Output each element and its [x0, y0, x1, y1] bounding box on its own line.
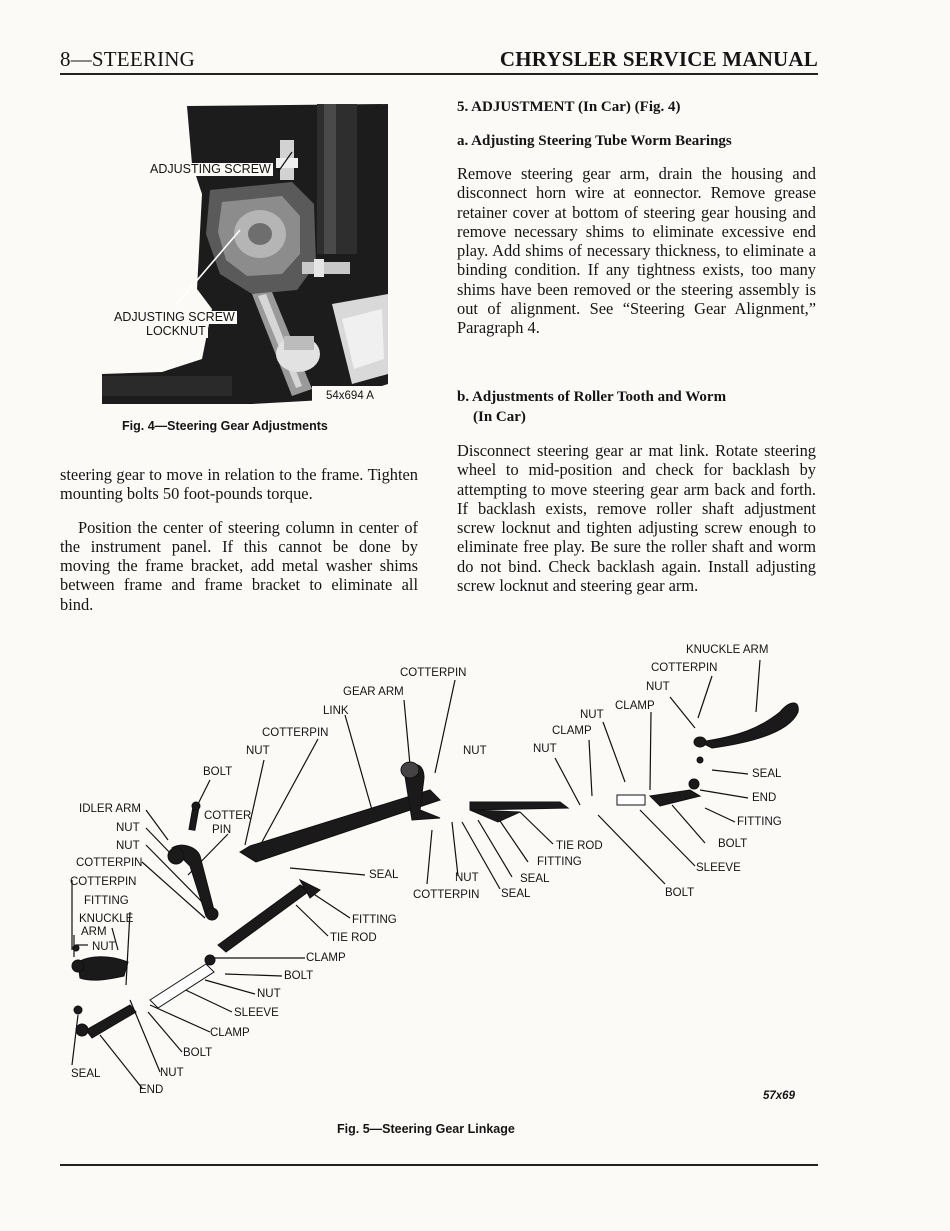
fig5-label: NUT — [580, 709, 604, 721]
fig5-label: NUT — [646, 681, 670, 693]
fig5-label: COTTER — [204, 810, 252, 822]
fig5-label: KNUCKLE ARM — [686, 644, 769, 656]
fig5-label: COTTERPIN — [76, 857, 143, 869]
fig5-label: SEAL — [71, 1068, 101, 1080]
fig5-label: COTTERPIN — [400, 667, 467, 679]
fig5-label: TIE ROD — [556, 840, 603, 852]
fig5-label: END — [139, 1084, 164, 1096]
fig5-label: COTTERPIN — [651, 662, 718, 674]
fig5-label: FITTING — [84, 895, 129, 907]
subsection-a-heading: a. Adjusting Steering Tube Worm Bearings — [457, 133, 732, 149]
fig5-label: NUT — [92, 941, 116, 953]
fig5-label: GEAR ARM — [343, 686, 404, 698]
fig4-label-adjusting-screw: ADJUSTING SCREW — [150, 162, 271, 176]
fig5-label: TIE ROD — [330, 932, 377, 944]
fig5-label: SEAL — [369, 869, 399, 881]
fig5-caption: Fig. 5—Steering Gear Linkage — [337, 1122, 515, 1136]
fig5-label: BOLT — [183, 1047, 213, 1059]
paragraph-b: Disconnect steering gear ar mat link. Rotate steering wheel to mid-position and check for backlash by attempting to move steering gear arm back and forth. If backlash exists, remove roller shaft adjustment screw locknut and tighten adjusting screw enough to eliminate free play. Be sure the roller shaft and worm do not bind. Check backlash again. Install adjusting screw locknut and steering gear arm. — [457, 441, 816, 596]
fig5-label: FITTING — [537, 856, 582, 868]
fig5-label: SEAL — [752, 768, 782, 780]
fig5-label: NUT — [463, 745, 487, 757]
fig5-label: BOLT — [718, 838, 748, 850]
fig4-code: 54x694 A — [326, 390, 374, 402]
subsection-b-heading-1: b. Adjustments of Roller Tooth and Worm — [457, 389, 727, 405]
fig5-label: SLEEVE — [234, 1007, 279, 1019]
section-5-heading: 5. ADJUSTMENT (In Car) (Fig. 4) — [457, 99, 681, 115]
fig4-label-locknut-1: ADJUSTING SCREW — [114, 310, 235, 324]
fig5-label: NUT — [116, 840, 140, 852]
fig5-label: CLAMP — [306, 952, 346, 964]
fig5-label: KNUCKLE — [79, 913, 134, 925]
fig5-label: CLAMP — [552, 725, 592, 737]
fig5-label: LINK — [323, 705, 349, 717]
paragraph-a: Remove steering gear arm, drain the housing and disconnect horn wire at eonnector. Remove grease retainer cover at bottom of steering gear housing and remove necessary shims to eliminate excessive end play. Add shims of necessary thickness, to eliminate a binding condition. If any tightness exists, too many shims have been removed or the steering assembly is out of alignment. See “Steering Gear Alignment,” Paragraph 4. — [457, 164, 816, 338]
fig5-label: SLEEVE — [696, 862, 741, 874]
fig5-label: COTTERPIN — [413, 889, 480, 901]
fig5-parts — [72, 703, 798, 1038]
subsection-b-heading-2: (In Car) — [473, 409, 526, 425]
fig5-label: CLAMP — [210, 1027, 250, 1039]
fig5-leader-lines — [72, 660, 760, 1088]
left-paragraph-1: steering gear to move in relation to the frame. Tighten mounting bolts 50 foot-pounds torque. — [60, 465, 418, 504]
fig5-label: BOLT — [665, 887, 695, 899]
fig4-caption: Fig. 4—Steering Gear Adjustments — [122, 419, 328, 433]
fig5-label: NUT — [246, 745, 270, 757]
page-section-header: 8—STEERING — [60, 47, 195, 71]
footer-rule — [60, 1164, 818, 1166]
fig5-label: FITTING — [737, 816, 782, 828]
fig5-label: NUT — [257, 988, 281, 1000]
fig5-label: BOLT — [284, 970, 314, 982]
fig5-label: IDLER ARM — [79, 803, 141, 815]
left-paragraph-2: Position the center of steering column in center of the instrument panel. If this cannot be done by moving the frame bracket, add metal washer shims between frame and frame bracket to eliminate all bind. — [60, 517, 418, 614]
fig5-label: NUT — [160, 1067, 184, 1079]
fig5-label: CLAMP — [615, 700, 655, 712]
fig5-label: COTTERPIN — [70, 876, 137, 888]
manual-title: CHRYSLER SERVICE MANUAL — [499, 47, 818, 71]
fig5-label: COTTERPIN — [262, 727, 329, 739]
fig5-label: NUT — [116, 822, 140, 834]
fig5-label: FITTING — [352, 914, 397, 926]
fig5-label: PIN — [212, 824, 232, 836]
fig5-label: END — [752, 792, 777, 804]
fig5-label: SEAL — [501, 888, 531, 900]
fig5-label: BOLT — [203, 766, 233, 778]
fig5-code: 57x69 — [763, 1090, 795, 1102]
fig5-label: SEAL — [520, 873, 550, 885]
fig4-label-locknut-2: LOCKNUT — [146, 324, 206, 338]
fig5-label: NUT — [533, 743, 557, 755]
fig5-label: NUT — [455, 872, 479, 884]
fig5-label: ARM — [81, 926, 107, 938]
